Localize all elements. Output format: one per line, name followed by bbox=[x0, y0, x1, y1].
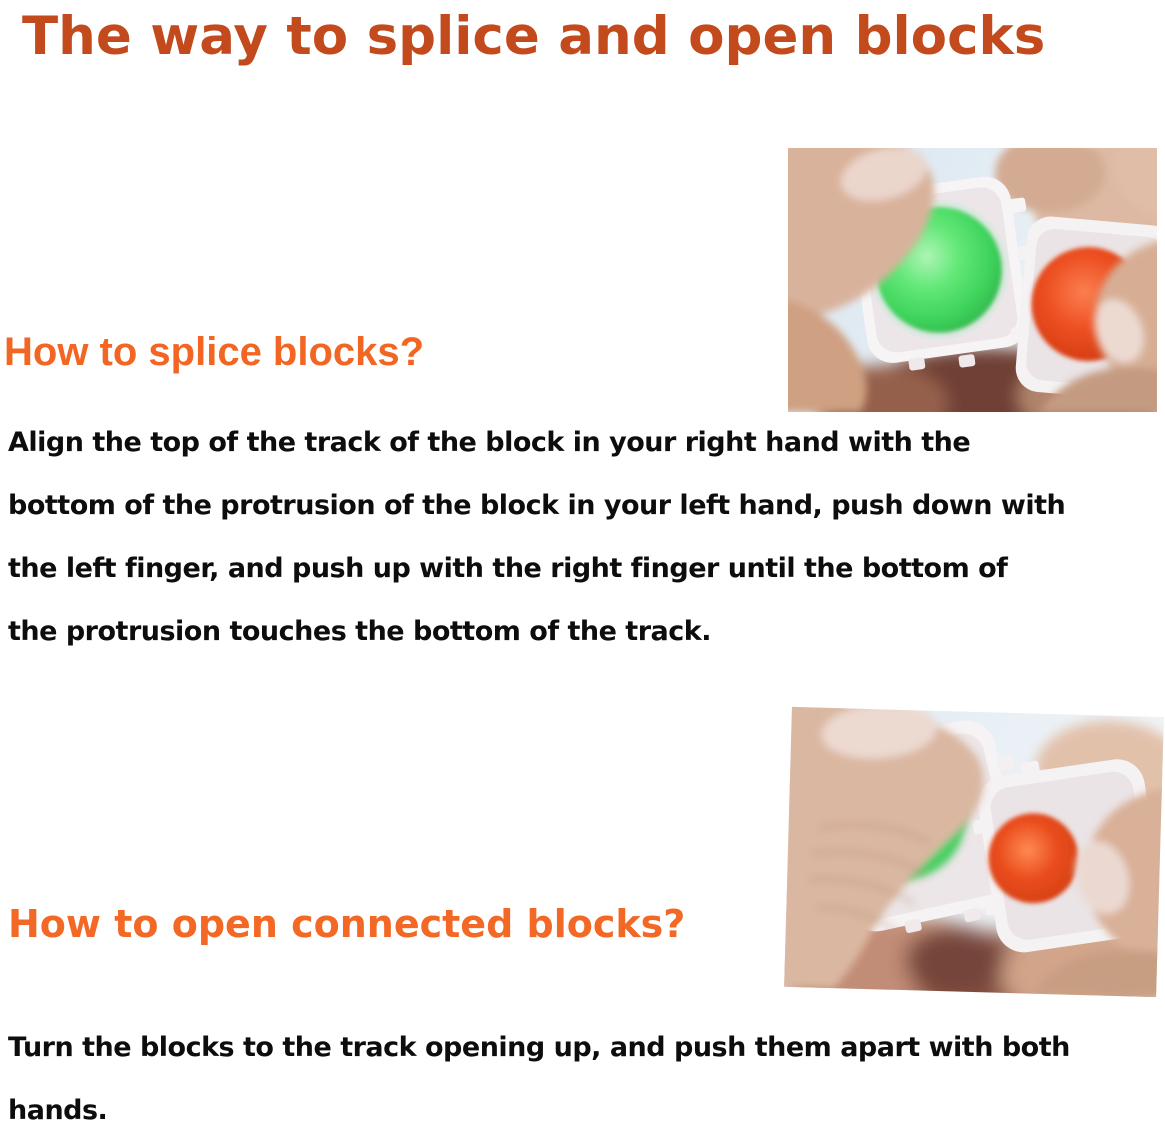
text-line: hands. bbox=[8, 1095, 108, 1126]
page-title: The way to splice and open blocks bbox=[22, 6, 1046, 67]
text-line: the left finger, and push up with the right finger until the bottom of bbox=[8, 553, 1008, 584]
text-line: the protrusion touches the bottom of the track. bbox=[8, 616, 711, 647]
text-line: bottom of the protrusion of the block in your left hand, push down with bbox=[8, 490, 1066, 521]
open-photo bbox=[784, 707, 1164, 997]
open-photo-illustration bbox=[784, 707, 1164, 997]
open-instructions bbox=[8, 1016, 1163, 1127]
text-line: Align the top of the track of the block in your right hand with the bbox=[8, 427, 971, 458]
splice-photo bbox=[788, 148, 1157, 412]
splice-heading: How to splice blocks? bbox=[4, 330, 425, 374]
text-line: Turn the blocks to the track opening up, and push them apart with both bbox=[8, 1032, 1070, 1063]
open-heading: How to open connected blocks? bbox=[8, 902, 686, 946]
splice-photo-illustration bbox=[788, 148, 1157, 412]
splice-instructions bbox=[8, 411, 1163, 663]
